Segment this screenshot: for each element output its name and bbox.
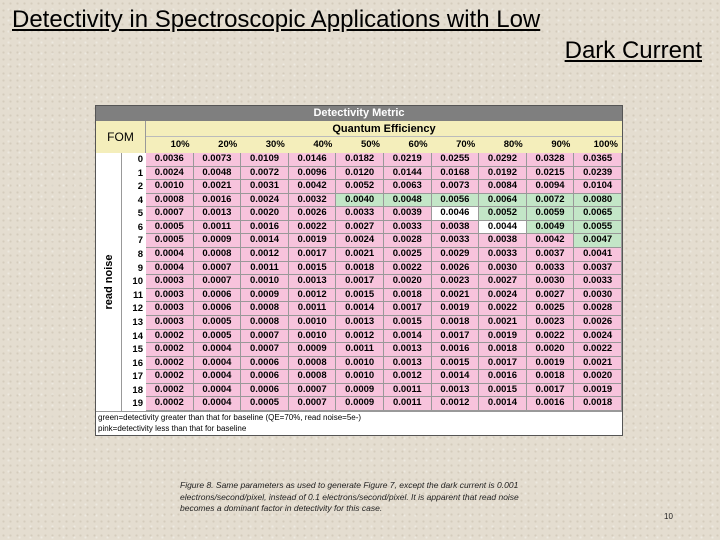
table-cell: 0.0018 bbox=[527, 370, 575, 384]
table-cell: 0.0013 bbox=[432, 384, 480, 398]
read-noise-value: 6 bbox=[122, 221, 146, 235]
table-cell: 0.0011 bbox=[336, 343, 384, 357]
table-cell: 0.0019 bbox=[574, 384, 622, 398]
column-header: 50% bbox=[360, 139, 380, 150]
qe-label: Quantum Efficiency bbox=[146, 121, 622, 137]
table-row bbox=[122, 207, 622, 221]
table-cell: 0.0328 bbox=[527, 153, 575, 167]
table-cell: 0.0008 bbox=[241, 302, 289, 316]
table-cell: 0.0017 bbox=[479, 357, 527, 371]
table-cell: 0.0024 bbox=[146, 167, 194, 181]
table-cell: 0.0010 bbox=[289, 330, 337, 344]
table-cell: 0.0002 bbox=[146, 397, 194, 411]
table-cell: 0.0219 bbox=[384, 153, 432, 167]
table-body bbox=[122, 153, 622, 411]
table-cell: 0.0215 bbox=[527, 167, 575, 181]
table-cell: 0.0015 bbox=[432, 357, 480, 371]
fom-label: FOM bbox=[96, 121, 146, 153]
table-cell: 0.0052 bbox=[336, 180, 384, 194]
read-noise-value: 10 bbox=[122, 275, 146, 289]
table-cell: 0.0004 bbox=[194, 370, 242, 384]
table-cell: 0.0168 bbox=[432, 167, 480, 181]
table-cell: 0.0004 bbox=[194, 357, 242, 371]
table-row bbox=[122, 357, 622, 371]
table-cell: 0.0009 bbox=[194, 234, 242, 248]
table-row bbox=[122, 262, 622, 276]
table-cell: 0.0013 bbox=[194, 207, 242, 221]
table-cell: 0.0012 bbox=[289, 289, 337, 303]
table-footnote bbox=[96, 411, 622, 435]
table-cell: 0.0031 bbox=[241, 180, 289, 194]
table-cell: 0.0030 bbox=[479, 262, 527, 276]
table-cell: 0.0022 bbox=[479, 302, 527, 316]
table-cell: 0.0146 bbox=[289, 153, 337, 167]
table-row bbox=[122, 397, 622, 411]
table-cell: 0.0021 bbox=[336, 248, 384, 262]
table-row bbox=[122, 234, 622, 248]
table-cell: 0.0014 bbox=[241, 234, 289, 248]
table-cell: 0.0023 bbox=[432, 275, 480, 289]
table-cell: 0.0063 bbox=[384, 180, 432, 194]
table-cell: 0.0002 bbox=[146, 343, 194, 357]
table-cell: 0.0072 bbox=[241, 167, 289, 181]
table-cell: 0.0022 bbox=[527, 330, 575, 344]
table-cell: 0.0005 bbox=[241, 397, 289, 411]
column-header: 70% bbox=[456, 139, 476, 150]
table-cell: 0.0010 bbox=[241, 275, 289, 289]
table-cell: 0.0039 bbox=[384, 207, 432, 221]
table-cell: 0.0013 bbox=[384, 343, 432, 357]
table-cell: 0.0019 bbox=[479, 330, 527, 344]
table-cell: 0.0012 bbox=[241, 248, 289, 262]
table-cell: 0.0011 bbox=[384, 397, 432, 411]
table-cell: 0.0020 bbox=[241, 207, 289, 221]
table-cell: 0.0004 bbox=[194, 384, 242, 398]
table-cell: 0.0015 bbox=[336, 289, 384, 303]
table-row bbox=[122, 275, 622, 289]
table-row bbox=[122, 153, 622, 167]
table-cell: 0.0026 bbox=[432, 262, 480, 276]
table-cell: 0.0033 bbox=[384, 221, 432, 235]
table-cell: 0.0094 bbox=[527, 180, 575, 194]
table-row bbox=[122, 370, 622, 384]
table-cell: 0.0007 bbox=[289, 384, 337, 398]
table-cell: 0.0026 bbox=[574, 316, 622, 330]
page-number: 10 bbox=[664, 512, 673, 521]
table-row bbox=[122, 302, 622, 316]
table-cell: 0.0030 bbox=[574, 289, 622, 303]
read-noise-value: 8 bbox=[122, 248, 146, 262]
figure-caption: Figure 8. Same parameters as used to generate Figure 7, except the dark current is 0.001 electrons/second/pixel, instead of 0.1 electrons/second/pixel. It is apparent that read noise becomes a dominant factor in detectivity for this case. bbox=[180, 480, 519, 513]
table-cell: 0.0120 bbox=[336, 167, 384, 181]
table-cell: 0.0025 bbox=[384, 248, 432, 262]
table-cell: 0.0006 bbox=[241, 384, 289, 398]
table-cell: 0.0064 bbox=[479, 194, 527, 208]
table-cell: 0.0005 bbox=[146, 234, 194, 248]
table-cell: 0.0017 bbox=[527, 384, 575, 398]
table-row bbox=[122, 316, 622, 330]
table-cell: 0.0027 bbox=[527, 289, 575, 303]
table-cell: 0.0014 bbox=[432, 370, 480, 384]
table-row bbox=[122, 330, 622, 344]
table-cell: 0.0006 bbox=[194, 302, 242, 316]
table-cell: 0.0038 bbox=[479, 234, 527, 248]
table-cell: 0.0010 bbox=[146, 180, 194, 194]
table-cell: 0.0073 bbox=[432, 180, 480, 194]
read-noise-value: 12 bbox=[122, 302, 146, 316]
table-cell: 0.0027 bbox=[336, 221, 384, 235]
table-cell: 0.0004 bbox=[146, 248, 194, 262]
table-cell: 0.0030 bbox=[527, 275, 575, 289]
table-cell: 0.0007 bbox=[241, 330, 289, 344]
table-cell: 0.0255 bbox=[432, 153, 480, 167]
table-cell: 0.0020 bbox=[574, 370, 622, 384]
column-header: 10% bbox=[170, 139, 190, 150]
table-cell: 0.0004 bbox=[194, 343, 242, 357]
table-cell: 0.0009 bbox=[336, 384, 384, 398]
table-cell: 0.0007 bbox=[194, 262, 242, 276]
table-cell: 0.0007 bbox=[194, 275, 242, 289]
table-cell: 0.0014 bbox=[479, 397, 527, 411]
table-cell: 0.0008 bbox=[289, 357, 337, 371]
table-cell: 0.0239 bbox=[574, 167, 622, 181]
table-cell: 0.0065 bbox=[574, 207, 622, 221]
table-cell: 0.0008 bbox=[241, 316, 289, 330]
slide-title bbox=[12, 4, 702, 66]
table-row bbox=[122, 384, 622, 398]
table-cell: 0.0033 bbox=[527, 262, 575, 276]
read-noise-value: 14 bbox=[122, 330, 146, 344]
qe-column-headers bbox=[146, 137, 622, 153]
table-cell: 0.0024 bbox=[336, 234, 384, 248]
table-cell: 0.0017 bbox=[289, 248, 337, 262]
table-cell: 0.0020 bbox=[527, 343, 575, 357]
table-cell: 0.0007 bbox=[289, 397, 337, 411]
table-cell: 0.0033 bbox=[574, 275, 622, 289]
table-cell: 0.0016 bbox=[241, 221, 289, 235]
column-header: 90% bbox=[551, 139, 571, 150]
table-cell: 0.0018 bbox=[336, 262, 384, 276]
table-cell: 0.0002 bbox=[146, 384, 194, 398]
table-cell: 0.0028 bbox=[574, 302, 622, 316]
table-cell: 0.0109 bbox=[241, 153, 289, 167]
footnote-pink: pink=detectivity less than that for baseline bbox=[98, 424, 247, 433]
footnote-green: green=detectivity greater than that for baseline (QE=70%, read noise=5e-) bbox=[98, 413, 362, 422]
table-cell: 0.0006 bbox=[241, 370, 289, 384]
table-row bbox=[122, 289, 622, 303]
table-cell: 0.0292 bbox=[479, 153, 527, 167]
table-cell: 0.0018 bbox=[574, 397, 622, 411]
table-cell: 0.0019 bbox=[289, 234, 337, 248]
table-cell: 0.0019 bbox=[527, 357, 575, 371]
read-noise-value: 7 bbox=[122, 234, 146, 248]
table-cell: 0.0022 bbox=[574, 343, 622, 357]
table-row bbox=[122, 248, 622, 262]
table-cell: 0.0003 bbox=[146, 289, 194, 303]
table-cell: 0.0005 bbox=[194, 330, 242, 344]
read-noise-value: 19 bbox=[122, 397, 146, 411]
table-cell: 0.0013 bbox=[336, 316, 384, 330]
table-cell: 0.0021 bbox=[574, 357, 622, 371]
table-cell: 0.0044 bbox=[479, 221, 527, 235]
table-cell: 0.0365 bbox=[574, 153, 622, 167]
table-cell: 0.0013 bbox=[289, 275, 337, 289]
table-cell: 0.0073 bbox=[194, 153, 242, 167]
table-cell: 0.0015 bbox=[479, 384, 527, 398]
table-cell: 0.0004 bbox=[146, 262, 194, 276]
table-cell: 0.0033 bbox=[432, 234, 480, 248]
table-cell: 0.0022 bbox=[384, 262, 432, 276]
table-cell: 0.0022 bbox=[289, 221, 337, 235]
column-header: 60% bbox=[408, 139, 428, 150]
table-cell: 0.0015 bbox=[384, 316, 432, 330]
table-cell: 0.0027 bbox=[479, 275, 527, 289]
detectivity-table bbox=[95, 105, 623, 436]
table-cell: 0.0005 bbox=[146, 221, 194, 235]
table-cell: 0.0052 bbox=[479, 207, 527, 221]
table-cell: 0.0003 bbox=[146, 302, 194, 316]
table-cell: 0.0055 bbox=[574, 221, 622, 235]
read-noise-value: 5 bbox=[122, 207, 146, 221]
table-cell: 0.0040 bbox=[336, 194, 384, 208]
table-cell: 0.0004 bbox=[194, 397, 242, 411]
table-cell: 0.0019 bbox=[432, 302, 480, 316]
table-row bbox=[122, 180, 622, 194]
table-cell: 0.0003 bbox=[146, 275, 194, 289]
table-cell: 0.0014 bbox=[336, 302, 384, 316]
table-cell: 0.0047 bbox=[574, 234, 622, 248]
table-cell: 0.0012 bbox=[336, 330, 384, 344]
table-cell: 0.0009 bbox=[336, 397, 384, 411]
read-noise-value: 4 bbox=[122, 194, 146, 208]
table-cell: 0.0018 bbox=[384, 289, 432, 303]
table-cell: 0.0008 bbox=[146, 194, 194, 208]
table-cell: 0.0006 bbox=[241, 357, 289, 371]
table-cell: 0.0037 bbox=[527, 248, 575, 262]
table-cell: 0.0080 bbox=[574, 194, 622, 208]
table-cell: 0.0015 bbox=[289, 262, 337, 276]
table-cell: 0.0024 bbox=[241, 194, 289, 208]
table-cell: 0.0011 bbox=[289, 302, 337, 316]
table-row bbox=[122, 194, 622, 208]
read-noise-value: 0 bbox=[122, 153, 146, 167]
table-row bbox=[122, 221, 622, 235]
column-header: 30% bbox=[265, 139, 285, 150]
table-cell: 0.0016 bbox=[194, 194, 242, 208]
table-cell: 0.0036 bbox=[146, 153, 194, 167]
table-cell: 0.0017 bbox=[336, 275, 384, 289]
table-cell: 0.0042 bbox=[527, 234, 575, 248]
table-cell: 0.0021 bbox=[432, 289, 480, 303]
table-cell: 0.0033 bbox=[479, 248, 527, 262]
table-cell: 0.0024 bbox=[574, 330, 622, 344]
table-cell: 0.0059 bbox=[527, 207, 575, 221]
table-cell: 0.0024 bbox=[479, 289, 527, 303]
column-header: 20% bbox=[218, 139, 238, 150]
table-cell: 0.0048 bbox=[384, 194, 432, 208]
table-cell: 0.0021 bbox=[479, 316, 527, 330]
read-noise-axis bbox=[96, 153, 122, 411]
table-cell: 0.0049 bbox=[527, 221, 575, 235]
table-cell: 0.0048 bbox=[194, 167, 242, 181]
table-cell: 0.0192 bbox=[479, 167, 527, 181]
table-cell: 0.0011 bbox=[241, 262, 289, 276]
table-cell: 0.0009 bbox=[241, 289, 289, 303]
table-cell: 0.0042 bbox=[289, 180, 337, 194]
table-cell: 0.0056 bbox=[432, 194, 480, 208]
table-cell: 0.0007 bbox=[146, 207, 194, 221]
table-cell: 0.0037 bbox=[574, 262, 622, 276]
table-row bbox=[122, 167, 622, 181]
read-noise-value: 9 bbox=[122, 262, 146, 276]
table-cell: 0.0002 bbox=[146, 330, 194, 344]
table-cell: 0.0011 bbox=[384, 384, 432, 398]
table-cell: 0.0182 bbox=[336, 153, 384, 167]
table-cell: 0.0026 bbox=[289, 207, 337, 221]
read-noise-value: 15 bbox=[122, 343, 146, 357]
table-cell: 0.0032 bbox=[289, 194, 337, 208]
table-cell: 0.0016 bbox=[432, 343, 480, 357]
slide-title-line2: Dark Current bbox=[564, 37, 702, 64]
read-noise-value: 1 bbox=[122, 167, 146, 181]
table-cell: 0.0005 bbox=[194, 316, 242, 330]
table-cell: 0.0072 bbox=[527, 194, 575, 208]
table-cell: 0.0018 bbox=[479, 343, 527, 357]
table-cell: 0.0012 bbox=[432, 397, 480, 411]
read-noise-value: 18 bbox=[122, 384, 146, 398]
read-noise-value: 16 bbox=[122, 357, 146, 371]
table-cell: 0.0096 bbox=[289, 167, 337, 181]
table-cell: 0.0023 bbox=[527, 316, 575, 330]
table-cell: 0.0017 bbox=[432, 330, 480, 344]
column-header: 40% bbox=[313, 139, 333, 150]
read-noise-value: 13 bbox=[122, 316, 146, 330]
table-cell: 0.0014 bbox=[384, 330, 432, 344]
table-cell: 0.0008 bbox=[289, 370, 337, 384]
table-cell: 0.0020 bbox=[384, 275, 432, 289]
slide-title-line1: Detectivity in Spectroscopic Applications with Low bbox=[12, 6, 541, 33]
column-header: 80% bbox=[503, 139, 523, 150]
read-noise-label: read noise bbox=[102, 254, 115, 310]
table-cell: 0.0144 bbox=[384, 167, 432, 181]
table-cell: 0.0007 bbox=[241, 343, 289, 357]
table-cell: 0.0011 bbox=[194, 221, 242, 235]
table-cell: 0.0003 bbox=[146, 316, 194, 330]
table-cell: 0.0008 bbox=[194, 248, 242, 262]
table-cell: 0.0010 bbox=[336, 370, 384, 384]
table-cell: 0.0033 bbox=[336, 207, 384, 221]
table-cell: 0.0012 bbox=[384, 370, 432, 384]
table-cell: 0.0006 bbox=[194, 289, 242, 303]
read-noise-value: 17 bbox=[122, 370, 146, 384]
table-cell: 0.0016 bbox=[527, 397, 575, 411]
table-cell: 0.0021 bbox=[194, 180, 242, 194]
table-cell: 0.0009 bbox=[289, 343, 337, 357]
table-cell: 0.0046 bbox=[432, 207, 480, 221]
table-cell: 0.0025 bbox=[527, 302, 575, 316]
table-cell: 0.0041 bbox=[574, 248, 622, 262]
read-noise-value: 11 bbox=[122, 289, 146, 303]
table-cell: 0.0018 bbox=[432, 316, 480, 330]
table-cell: 0.0038 bbox=[432, 221, 480, 235]
table-title: Detectivity Metric bbox=[96, 106, 622, 121]
table-cell: 0.0013 bbox=[384, 357, 432, 371]
table-cell: 0.0002 bbox=[146, 370, 194, 384]
table-cell: 0.0017 bbox=[384, 302, 432, 316]
table-row bbox=[122, 343, 622, 357]
table-cell: 0.0028 bbox=[384, 234, 432, 248]
table-cell: 0.0010 bbox=[336, 357, 384, 371]
table-cell: 0.0010 bbox=[289, 316, 337, 330]
table-cell: 0.0104 bbox=[574, 180, 622, 194]
table-cell: 0.0016 bbox=[479, 370, 527, 384]
table-cell: 0.0084 bbox=[479, 180, 527, 194]
read-noise-value: 2 bbox=[122, 180, 146, 194]
table-cell: 0.0002 bbox=[146, 357, 194, 371]
table-cell: 0.0029 bbox=[432, 248, 480, 262]
column-header: 100% bbox=[593, 139, 618, 150]
